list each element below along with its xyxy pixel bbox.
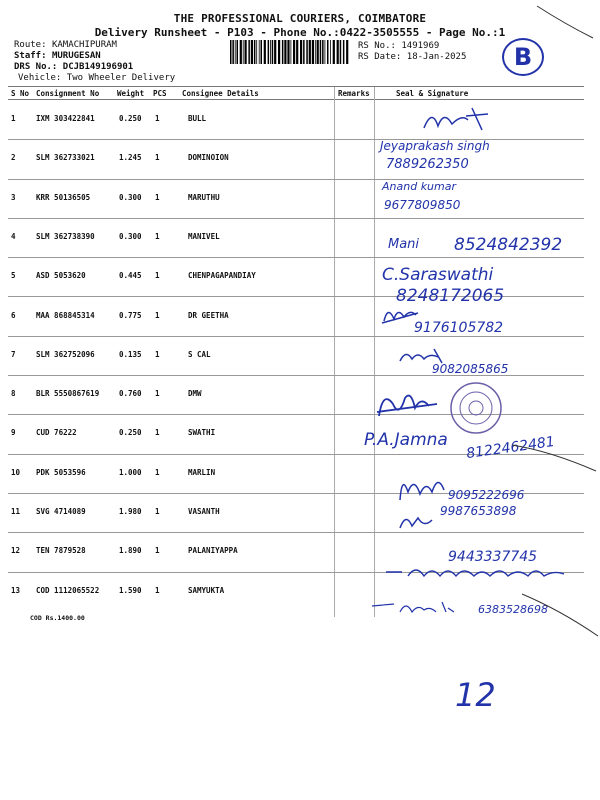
rs-no-label: RS No.: <box>358 41 396 51</box>
row-consignment: SLM 362752096 <box>36 349 95 359</box>
row-consignee: MARUTHU <box>188 192 220 202</box>
drs-line <box>14 62 133 73</box>
drs-label: DRS No.: <box>14 62 58 72</box>
rs-no-line <box>358 41 439 52</box>
table-row <box>8 139 584 179</box>
corner-pen-mark <box>535 4 595 40</box>
col-consignment: Consignment No <box>36 89 100 98</box>
company-seal <box>448 380 504 436</box>
row-sno: 8 <box>11 389 16 399</box>
runsheet-table <box>8 86 584 627</box>
row-consignment: PDK 5053596 <box>36 467 86 477</box>
runsheet-subtitle: Delivery Runsheet - P103 - Phone No.:0422-3505555 - Page No.:1 <box>94 26 506 39</box>
row-weight: 0.760 <box>119 389 142 399</box>
row-weight: 0.135 <box>119 349 142 359</box>
phone-row7: 9082085865 <box>432 362 509 376</box>
cod-amount: COD Rs.1400.00 <box>30 614 85 622</box>
col-sno: S No <box>11 89 30 98</box>
edge-pen-mark <box>510 435 600 475</box>
col-consignee: Consignee Details <box>182 89 259 98</box>
row-consignee: DMW <box>188 389 202 399</box>
phone-row13: 6383528698 <box>478 603 548 616</box>
row-consignee: PALANIYAPPA <box>188 546 238 556</box>
vehicle-line <box>18 73 175 84</box>
rs-date-line <box>358 52 466 63</box>
row-consignment: MAA 868845314 <box>36 310 95 320</box>
phone-row11: 9987653898 <box>440 504 517 518</box>
name-row3: Anand kumar <box>382 180 457 193</box>
phone-row6: 9176105782 <box>414 320 504 336</box>
row-pcs: 1 <box>155 310 160 320</box>
row-consignee: DOMINOION <box>188 153 229 163</box>
route-value: KAMACHIPURAM <box>51 40 117 50</box>
phone-row10: 9095222696 <box>448 488 525 502</box>
row-consignee: BULL <box>188 114 207 123</box>
page-handwritten-number: 12 <box>455 676 496 714</box>
col-remarks: Remarks <box>338 89 370 98</box>
vehicle-label: Vehicle: <box>18 73 62 83</box>
row-pcs: 1 <box>155 546 160 556</box>
phone-row3: 9677809850 <box>384 198 461 212</box>
signature-row10 <box>396 470 448 508</box>
row-weight: 0.775 <box>119 310 142 320</box>
rs-date-value: 18-Jan-2025 <box>406 52 467 62</box>
row-sno: 2 <box>11 153 16 163</box>
row-consignment: SLM 362733021 <box>36 153 95 163</box>
row-sno: 1 <box>11 114 16 123</box>
row-consignment: SVG 4714089 <box>36 507 86 516</box>
col-seal: Seal & Signature <box>396 89 469 98</box>
row-consignee: MARLIN <box>188 467 216 477</box>
row-sno: 5 <box>11 271 16 281</box>
name-row2: Jeyaprakash singh <box>380 139 490 153</box>
row-sno: 4 <box>11 231 16 241</box>
name-row5: C.Saraswathi <box>382 265 494 285</box>
row-pcs: 1 <box>155 428 160 438</box>
row-sno: 3 <box>11 192 16 202</box>
row-pcs: 1 <box>155 114 160 123</box>
row-pcs: 1 <box>155 389 160 399</box>
row-consignee: SWATHI <box>188 428 216 438</box>
signature-row1 <box>422 104 492 139</box>
table-row <box>8 100 584 140</box>
drs-value: DCJB149196901 <box>62 62 134 72</box>
table-row <box>8 179 584 219</box>
row-consignment: TEN 7879528 <box>36 546 86 556</box>
row-consignee: MANIVEL <box>188 231 220 241</box>
phone-row9: 8122462481 <box>465 433 556 463</box>
row-sno: 9 <box>11 428 16 438</box>
row-sno: 13 <box>11 585 21 595</box>
row-consignment: COD 1112065522 <box>36 585 100 595</box>
row-consignee: CHENPAGAPANDIAY <box>188 271 256 281</box>
row-weight: 1.245 <box>119 153 142 163</box>
rs-date-label: RS Date: <box>358 52 402 62</box>
phone-row2: 7889262350 <box>386 157 469 172</box>
row-pcs: 1 <box>155 585 160 595</box>
phone-row12: 9443337745 <box>448 549 538 565</box>
name-row4: Mani <box>388 237 420 252</box>
row-pcs: 1 <box>155 192 160 202</box>
route-label: Route: <box>14 40 47 50</box>
phone-row5: 8248172065 <box>396 286 505 306</box>
col-weight: Weight <box>117 89 145 98</box>
row-sno: 10 <box>11 467 21 477</box>
row-weight: 1.000 <box>119 467 142 477</box>
table-header <box>8 87 584 100</box>
staff-label: Staff: <box>14 51 47 61</box>
staff-line <box>14 51 101 62</box>
row-pcs: 1 <box>155 507 160 516</box>
row-pcs: 1 <box>155 349 160 359</box>
barcode <box>230 40 350 64</box>
vehicle-value: Two Wheeler Delivery <box>66 73 176 83</box>
row-consignment: ASD 5053620 <box>36 271 86 281</box>
row-weight: 0.250 <box>119 428 142 438</box>
row-consignee: DR GEETHA <box>188 310 229 320</box>
signature-row12 <box>384 562 584 586</box>
row-weight: 1.590 <box>119 585 142 595</box>
company-title: THE PROFESSIONAL COURIERS, COIMBATORE <box>173 12 427 25</box>
row-consignee: VASANTH <box>188 507 220 516</box>
name-row9: P.A.Jamna <box>364 430 448 450</box>
row-weight: 0.300 <box>119 231 142 241</box>
route-line <box>14 40 117 51</box>
row-consignment: SLM 362738390 <box>36 231 95 241</box>
row-consignment: KRR 50136505 <box>36 192 91 202</box>
edge-pen-mark-lower <box>520 590 600 640</box>
row-pcs: 1 <box>155 467 160 477</box>
row-sno: 7 <box>11 349 16 359</box>
signature-row13 <box>370 598 460 622</box>
row-weight: 0.300 <box>119 192 142 202</box>
row-consignment: BLR 5550867619 <box>36 389 100 399</box>
row-sno: 12 <box>11 546 21 556</box>
row-consignment: CUD 76222 <box>36 428 77 438</box>
rs-no-value: 1491969 <box>401 41 440 51</box>
row-pcs: 1 <box>155 271 160 281</box>
row-weight: 0.445 <box>119 271 142 281</box>
col-pcs: PCS <box>153 89 167 98</box>
row-consignee: SAMYUKTA <box>188 585 225 595</box>
signature-row11 <box>398 510 438 538</box>
signature-row8 <box>375 388 445 426</box>
phone-row4: 8524842392 <box>454 235 563 255</box>
row-sno: 6 <box>11 310 16 320</box>
staff-value: MURUGESAN <box>51 51 101 61</box>
row-pcs: 1 <box>155 231 160 241</box>
row-sno: 11 <box>11 507 21 516</box>
row-consignee: S CAL <box>188 349 211 359</box>
row-weight: 0.250 <box>119 114 142 123</box>
row-consignment: IXM 303422841 <box>36 114 95 123</box>
row-pcs: 1 <box>155 153 160 163</box>
route-stamp: B <box>502 38 544 76</box>
row-weight: 1.980 <box>119 507 142 516</box>
row-weight: 1.890 <box>119 546 142 556</box>
